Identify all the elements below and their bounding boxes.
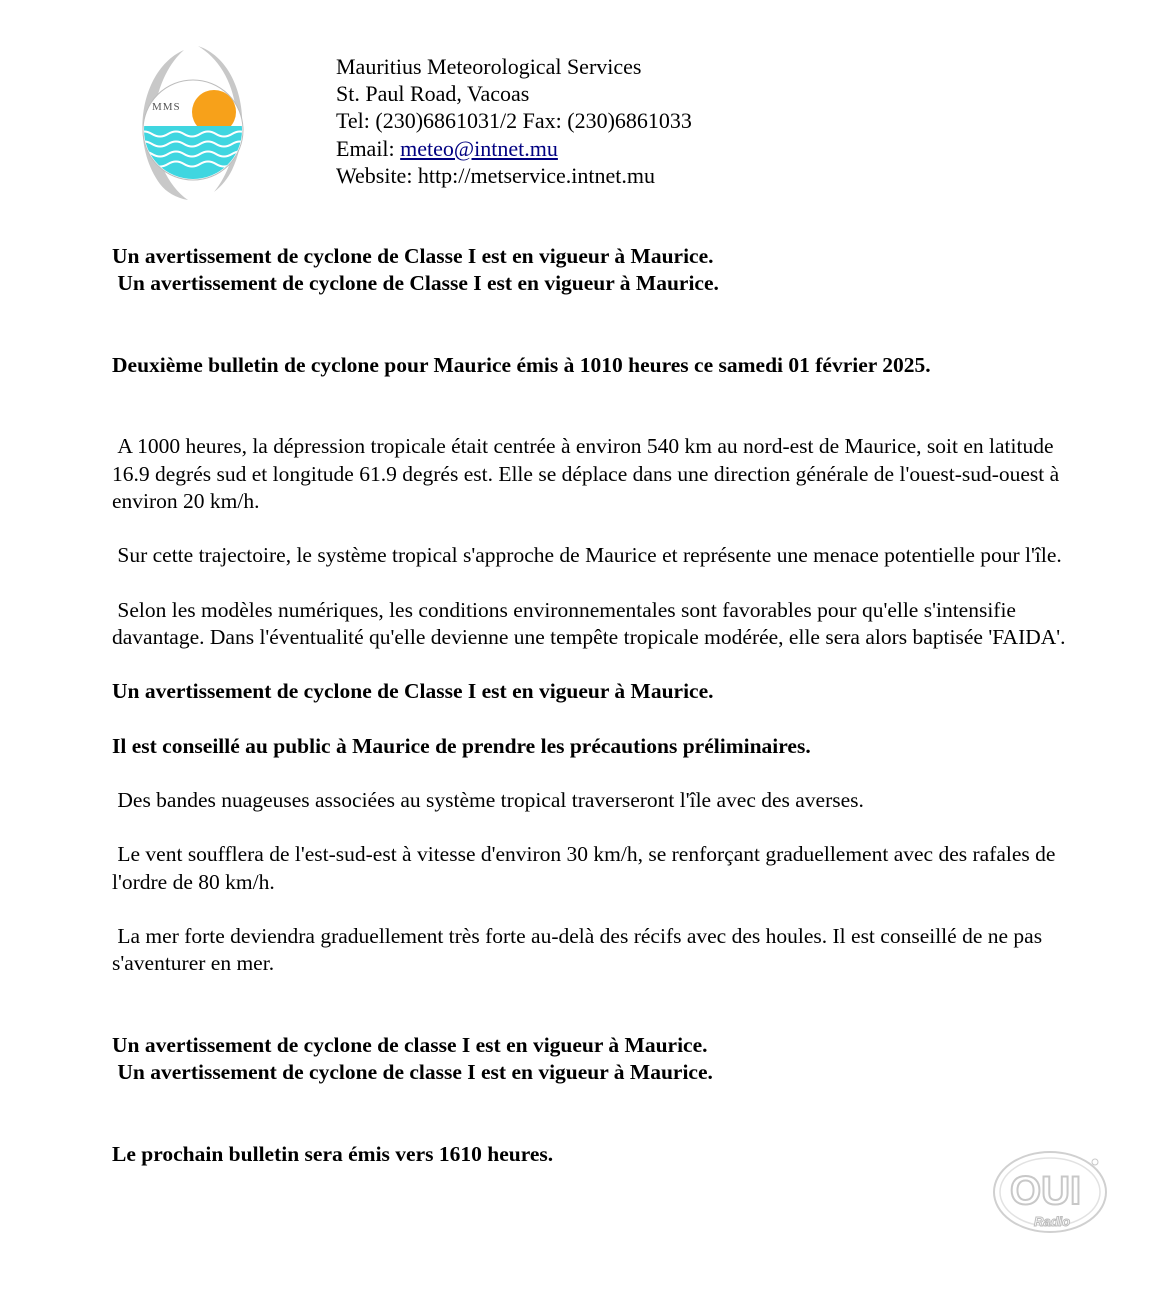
warning-bottom-1: Un avertissement de cyclone de classe I est en vigueur à Maurice. [112, 1032, 708, 1057]
paragraph-clouds: Des bandes nuageuses associées au système tropical traverseront l'île avec des averses. [112, 787, 864, 812]
bulletin-title: Deuxième bulletin de cyclone pour Maurice émis à 1010 heures ce samedi 01 février 2025. [112, 352, 931, 377]
oui-radio-watermark [992, 1146, 1112, 1236]
mms-logo [136, 44, 252, 204]
next-bulletin: Le prochain bulletin sera émis vers 1610 heures. [112, 1141, 554, 1166]
warning-top-1: Un avertissement de cyclone de Classe I est en vigueur à Maurice. [112, 244, 714, 268]
org-tel-fax: Tel: (230)6861031/2 Fax: (230)6861033 [336, 108, 692, 134]
paragraph-models: Selon les modèles numériques, les conditions environnementales sont favorables pour qu'elle s'intensifie davantage. Dans l'éventualité qu'elle devienne une tempête tropicale modérée, elle sera alors baptisée 'FAIDA'. [112, 597, 1066, 649]
logo-text: MMS [152, 101, 181, 113]
warning-top-2: Un avertissement de cyclone de Classe I est en vigueur à Maurice. [112, 271, 719, 296]
org-website: Website: http://metservice.intnet.mu [336, 162, 655, 188]
email-label: Email: [336, 135, 401, 161]
contact-header [336, 53, 692, 189]
org-address: St. Paul Road, Vacoas [336, 81, 530, 107]
svg-text:OUI: OUI [1010, 1169, 1082, 1213]
paragraph-position: A 1000 heures, la dépression tropicale était centrée à environ 540 km au nord-est de Maurice, soit en latitude 16.9 degrés sud et longitude 61.9 degrés est. Elle se déplace dans une direction générale de l'ouest-sud-ouest à environ 20 km/h. [112, 434, 1065, 513]
warning-mid: Un avertissement de cyclone de Classe I est en vigueur à Maurice. [112, 679, 714, 704]
email-link[interactable]: meteo@intnet.mu [400, 135, 558, 161]
org-name: Mauritius Meteorological Services [336, 54, 642, 79]
mms-logo-graphic [136, 44, 252, 204]
warning-bottom-2: Un avertissement de cyclone de classe I est en vigueur à Maurice. [112, 1059, 713, 1084]
paragraph-trajectory: Sur cette trajectoire, le système tropical s'approche de Maurice et représente une menace potentielle pour l'île. [112, 543, 1062, 568]
public-advice: Il est conseillé au public à Maurice de prendre les précautions préliminaires. [112, 733, 811, 758]
org-email-line [336, 135, 692, 162]
bulletin-body [112, 243, 1072, 1168]
paragraph-wind: Le vent soufflera de l'est-sud-est à vitesse d'environ 30 km/h, se renforçant graduellement avec des rafales de l'ordre de 80 km/h. [112, 842, 1061, 894]
paragraph-sea: La mer forte deviendra graduellement très forte au-delà des récifs avec des houles. Il est conseillé de ne pas s'aventurer en mer. [112, 923, 1048, 976]
svg-text:Radio: Radio [1034, 1214, 1071, 1229]
oui-radio-logo-graphic [992, 1146, 1112, 1236]
